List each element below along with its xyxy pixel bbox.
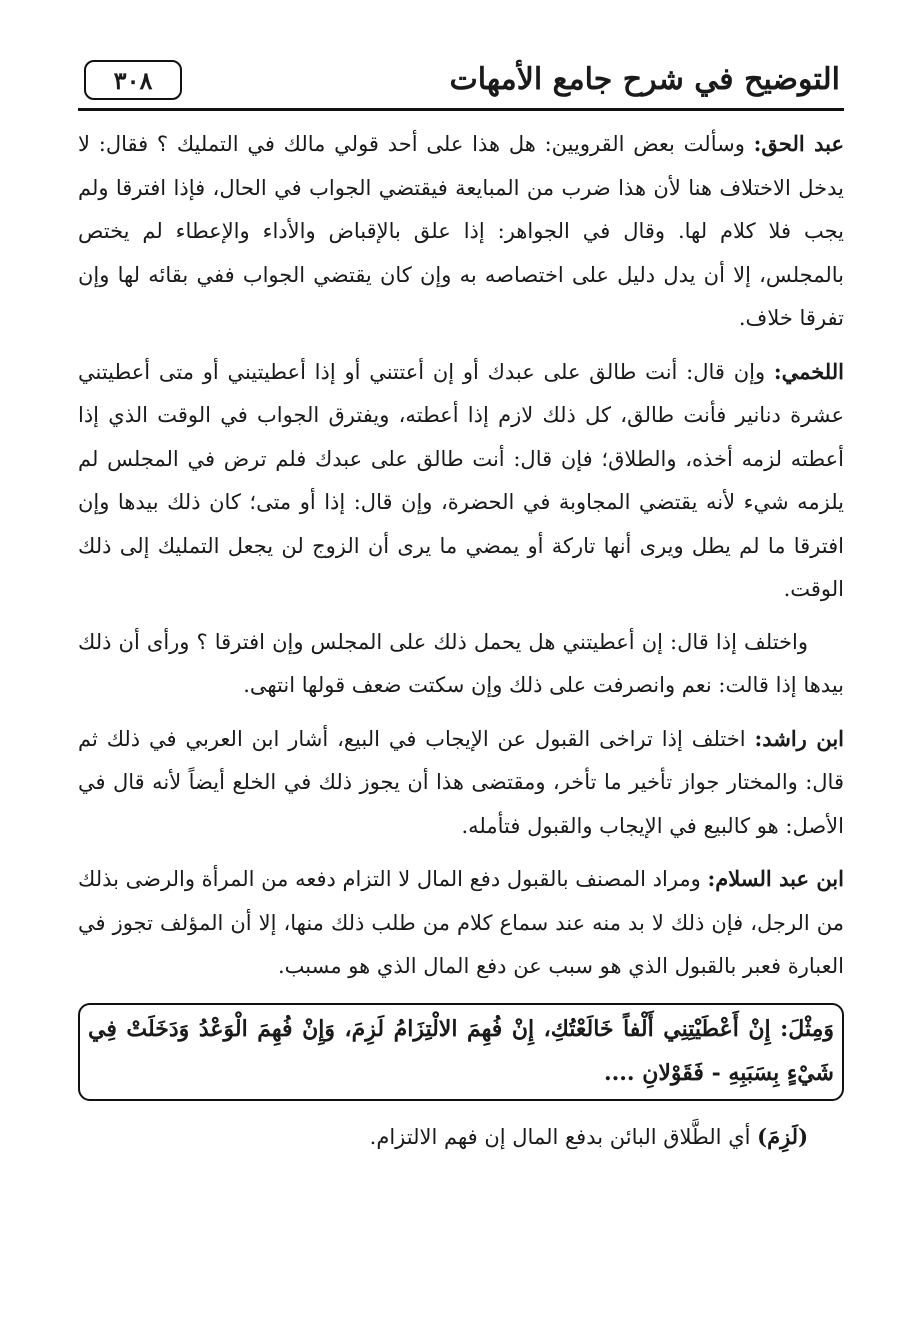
paragraph-text: اختلف إذا تراخى القبول عن الإيجاب في البيع، أشار ابن العربي في ذلك ثم قال: والمختار جواز تأخير ما تأخر، ومقتضى هذا أن يجوز ذلك في الخلع أيضاً لأنه قال في الأصل: هو كالبيع في الإيجاب والقبول فتأمله. [78,726,844,838]
paragraph-text: وإن قال: أنت طالق على عبدك أو إن أعتتني أو إذا أعطيتيني أو متى أعطيتني عشرة دنانير فأنت طالق، كل ذلك لازم إذا أعطته، ويفترق الجواب في الوقت الذي إذا أعطته لزمه أخذه، والطلاق؛ فإن قال: أنت طالق على عبدك فلم ترض في المجلس لم يلزمه شيء لأنه يقتضي المجاوبة في الحضرة، وإن قال: إذا أو متى؛ كان ذلك بيدها وإن افترقا ما لم يطل ويرى أنها تاركة أو يمضي ما يرى أن الزوج لن يجعل التمليك إلى ذلك الوقت. [78,359,844,601]
header-rule [78,108,844,111]
speaker-name: ابن راشد: [754,725,844,751]
paragraph-text: ومراد المصنف بالقبول دفع المال لا التزام دفعه من المرأة والرضى بذلك من الرجل، فإن ذلك لا بد منه عند سماع كلام من طلب ذلك منها، إلا أن المؤلف تجوز في العبارة فعبر بالقبول الذي هو سبب عن دفع المال الذي هو مسبب. [78,867,844,978]
speaker-name: عبد الحق: [753,131,844,156]
commentary-line [78,1115,844,1159]
paragraph-abd-al-haqq [78,122,844,341]
speaker-name: ابن عبد السلام: [707,866,844,891]
paragraph-ikhtalaf [78,621,844,708]
matn-text-box [78,1003,844,1101]
page-body [78,122,844,1159]
page-header [78,50,844,110]
paragraph-text: وسألت بعض القرويين: هل هذا على أحد قولي مالك في التمليك ؟ فقال: لا يدخل الاختلاف هنا لأن هذا ضرب من المبايعة فيقتضي الجواب في الحال، فإذا افترقا ولم يجب فلا كلام لها. وقال في الجواهر: إذا علق بالإقباض والأداء والإعطاء لم يختص بالمجلس، إلا أن يدل دليل على اختصاصه به وإن كان يقتضي الجواب ففي بقائه لها وإن تفرقا خلاف. [78,132,844,330]
paragraph-al-lakhmi [78,350,844,612]
page-number: ٣٠٨ [84,60,182,100]
matn-text: وَمِثْلَ: إِنْ أَعْطَيْتِنِي أَلْفاً خَالَعْتُكِ، إِنْ فُهِمَ الالْتِزَامُ لَزِمَ، وَإِنْ فُهِمَ الْوَعْدُ وَدَخَلَتْ فِي شَيْءٍ بِسَبَبِهِ - فَقَوْلانِ .... [88,1015,834,1086]
paragraph-ibn-abd-al-salam [78,857,844,989]
paragraph-ibn-rashid [78,717,844,849]
book-page [78,50,844,1280]
running-title: التوضيح في شرح جامع الأمهات [449,62,840,97]
commentary-keyword: (لَزِمَ) [757,1123,808,1149]
commentary-text: أي الطَّلاق البائن بدفع المال إن فهم الالتزام. [369,1124,758,1149]
speaker-name: اللخمي: [773,358,844,384]
paragraph-text: واختلف إذا قال: إن أعطيتني هل يحمل ذلك على المجلس وإن افترقا ؟ ورأى أن ذلك بيدها إذا قالت: نعم وانصرفت على ذلك وإن سكتت ضعف قولها انتهى. [78,629,844,697]
